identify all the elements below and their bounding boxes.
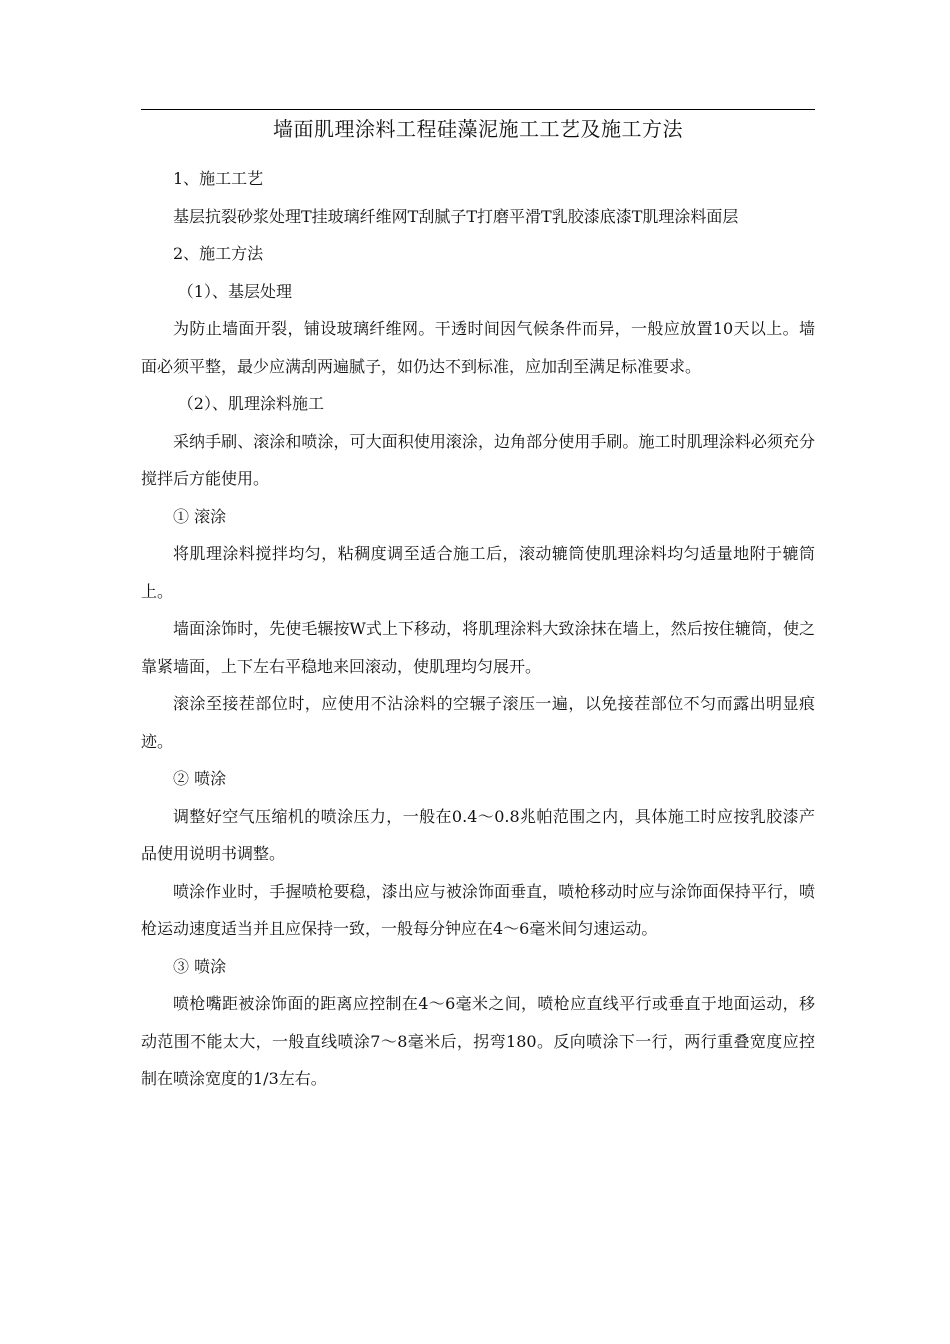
section-heading-process: 1、施工工艺 xyxy=(173,169,264,188)
paragraph-base-treatment: 为防止墙面开裂，铺设玻璃纤维网。干透时间因气候条件而异，一般应放置10天以上。墙面必须平整，最少应满刮两遍腻子，如仍达不到标准，应加刮至满足标准要求。 xyxy=(141,319,815,376)
paragraph-roll-joint: 滚涂至接茬部位时，应使用不沾涂料的空辗子滚压一遍，以免接茬部位不匀而露出明显痕迹。 xyxy=(141,694,815,751)
section-heading-method: 2、施工方法 xyxy=(173,244,264,263)
paragraph-spray-operation: 喷涂作业时，手握喷枪要稳，漆出应与被涂饰面垂直，喷枪移动时应与涂饰面保持平行，喷枪运动速度适当并且应保持一致，一般每分钟应在4〜6毫米间匀速运动。 xyxy=(141,881,815,938)
paragraph-spray-pressure: 调整好空气压缩机的喷涂压力，一般在0.4〜0.8兆帕范围之内，具体施工时应按乳胶漆产品使用说明书调整。 xyxy=(141,806,815,863)
paragraph-spray-distance: 喷枪嘴距被涂饰面的距离应控制在4〜6毫米之间，喷枪应直线平行或垂直于地面运动，移动范围不能太大，一般直线喷涂7〜8毫米后，拐弯180。反向喷涂下一行，两行重叠宽度应控制在喷涂宽度的1/3左右。 xyxy=(141,994,815,1088)
paragraph-process-steps: 基层抗裂砂浆处理T挂玻璃纤维网T刮腻子T打磨平滑T乳胶漆底漆T肌理涂料面层 xyxy=(173,206,739,226)
document-body xyxy=(141,160,815,1098)
document-title: 墙面肌理涂料工程硅藻泥施工工艺及施工方法 xyxy=(273,117,683,141)
item-heading-spray-1: ② 喷涂 xyxy=(173,769,227,788)
item-heading-roll: ① 滚涂 xyxy=(173,506,227,526)
item-heading-spray-2: ③ 喷涂 xyxy=(173,956,227,976)
subsection-heading-coating: （2）、肌理涂料施工 xyxy=(177,394,324,413)
subsection-heading-base: （1）、基层处理 xyxy=(177,281,292,301)
paragraph-coating-methods: 采纳手刷、滚涂和喷涂，可大面积使用滚涂，边角部分使用手刷。施工时肌理涂料必须充分搅拌后方能使用。 xyxy=(141,431,815,488)
paragraph-roll-prep: 将肌理涂料搅拌均匀，粘稠度调至适合施工后，滚动辘筒使肌理涂料均匀适量地附于辘筒上。 xyxy=(141,544,815,601)
paragraph-roll-apply: 墙面涂饰时，先使毛辗按W式上下移动，将肌理涂料大致涂抹在墙上，然后按住辘筒，使之靠紧墙面，上下左右平稳地来回滚动，使肌理均匀展开。 xyxy=(141,619,815,676)
header-rule xyxy=(141,109,815,110)
